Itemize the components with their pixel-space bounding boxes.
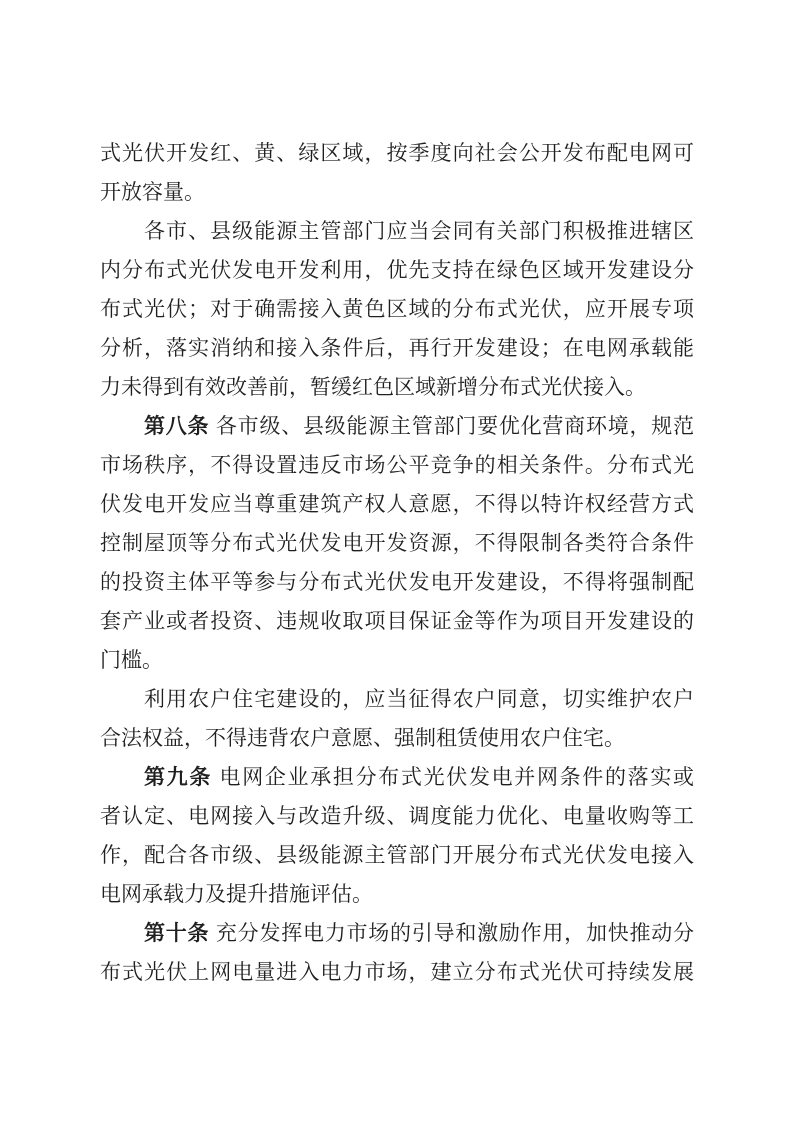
text-line <box>100 368 694 407</box>
text-segment: 电网承载力及提升措施评估。 <box>100 883 373 906</box>
text-line <box>100 446 694 485</box>
text-line <box>100 875 694 914</box>
text-line <box>100 251 694 290</box>
text-segment: 布式光伏上网电量进入电力市场，建立分布式光伏可持续发展 <box>100 961 694 984</box>
text-line <box>100 485 694 524</box>
text-line <box>100 758 694 797</box>
text-segment: 利用农户住宅建设的，应当征得农户同意，切实维护农户 <box>144 688 694 711</box>
text-segment: 的投资主体平等参与分布式光伏发电开发建设，不得将强制配 <box>100 571 694 594</box>
text-segment: 式光伏开发红、黄、绿区域，按季度向社会公开发布配电网可 <box>100 142 694 165</box>
text-segment: 各市级、县级能源主管部门要优化营商环境，规范 <box>209 415 695 438</box>
text-segment: 伏发电开发应当尊重建筑产权人意愿，不得以特许权经营方式 <box>100 493 694 516</box>
text-line <box>100 563 694 602</box>
article-number: 第十条 <box>144 922 210 945</box>
text-line <box>100 719 694 758</box>
text-line <box>100 953 694 992</box>
text-segment: 分析，落实消纳和接入条件后，再行开发建设；在电网承载能 <box>100 337 694 360</box>
text-line <box>100 914 694 953</box>
text-segment: 开放容量。 <box>100 181 205 204</box>
text-segment: 各市、县级能源主管部门应当会同有关部门积极推进辖区 <box>144 220 694 243</box>
text-line <box>100 836 694 875</box>
text-line <box>100 173 694 212</box>
text-segment: 合法权益，不得违背农户意愿、强制租赁使用农户住宅。 <box>100 727 625 750</box>
text-line <box>100 641 694 680</box>
text-segment: 套产业或者投资、违规收取项目保证金等作为项目开发建设的 <box>100 610 694 633</box>
text-line <box>100 407 694 446</box>
text-segment: 内分布式光伏发电开发利用，优先支持在绿色区域开发建设分 <box>100 259 694 282</box>
text-line <box>100 290 694 329</box>
text-line <box>100 329 694 368</box>
text-segment: 控制屋顶等分布式光伏发电开发资源，不得限制各类符合条件 <box>100 532 694 555</box>
text-segment: 力未得到有效改善前，暂缓红色区域新增分布式光伏接入。 <box>100 376 646 399</box>
article-number: 第八条 <box>144 415 210 438</box>
text-segment: 充分发挥电力市场的引导和激励作用，加快推动分 <box>209 922 695 945</box>
article-number: 第九条 <box>144 766 213 789</box>
text-line <box>100 680 694 719</box>
text-segment: 布式光伏；对于确需接入黄色区域的分布式光伏，应开展专项 <box>100 298 694 321</box>
text-segment: 电网企业承担分布式光伏发电并网条件的落实或 <box>212 766 695 789</box>
text-line <box>100 602 694 641</box>
text-segment: 市场秩序，不得设置违反市场公平竞争的相关条件。分布式光 <box>100 454 694 477</box>
document-text <box>100 134 694 992</box>
text-line <box>100 797 694 836</box>
text-line <box>100 524 694 563</box>
text-line <box>100 134 694 173</box>
text-segment: 门槛。 <box>100 649 163 672</box>
text-segment: 者认定、电网接入与改造升级、调度能力优化、电量收购等工 <box>100 805 694 828</box>
text-segment: 作，配合各市级、县级能源主管部门开展分布式光伏发电接入 <box>100 844 694 867</box>
text-line <box>100 212 694 251</box>
